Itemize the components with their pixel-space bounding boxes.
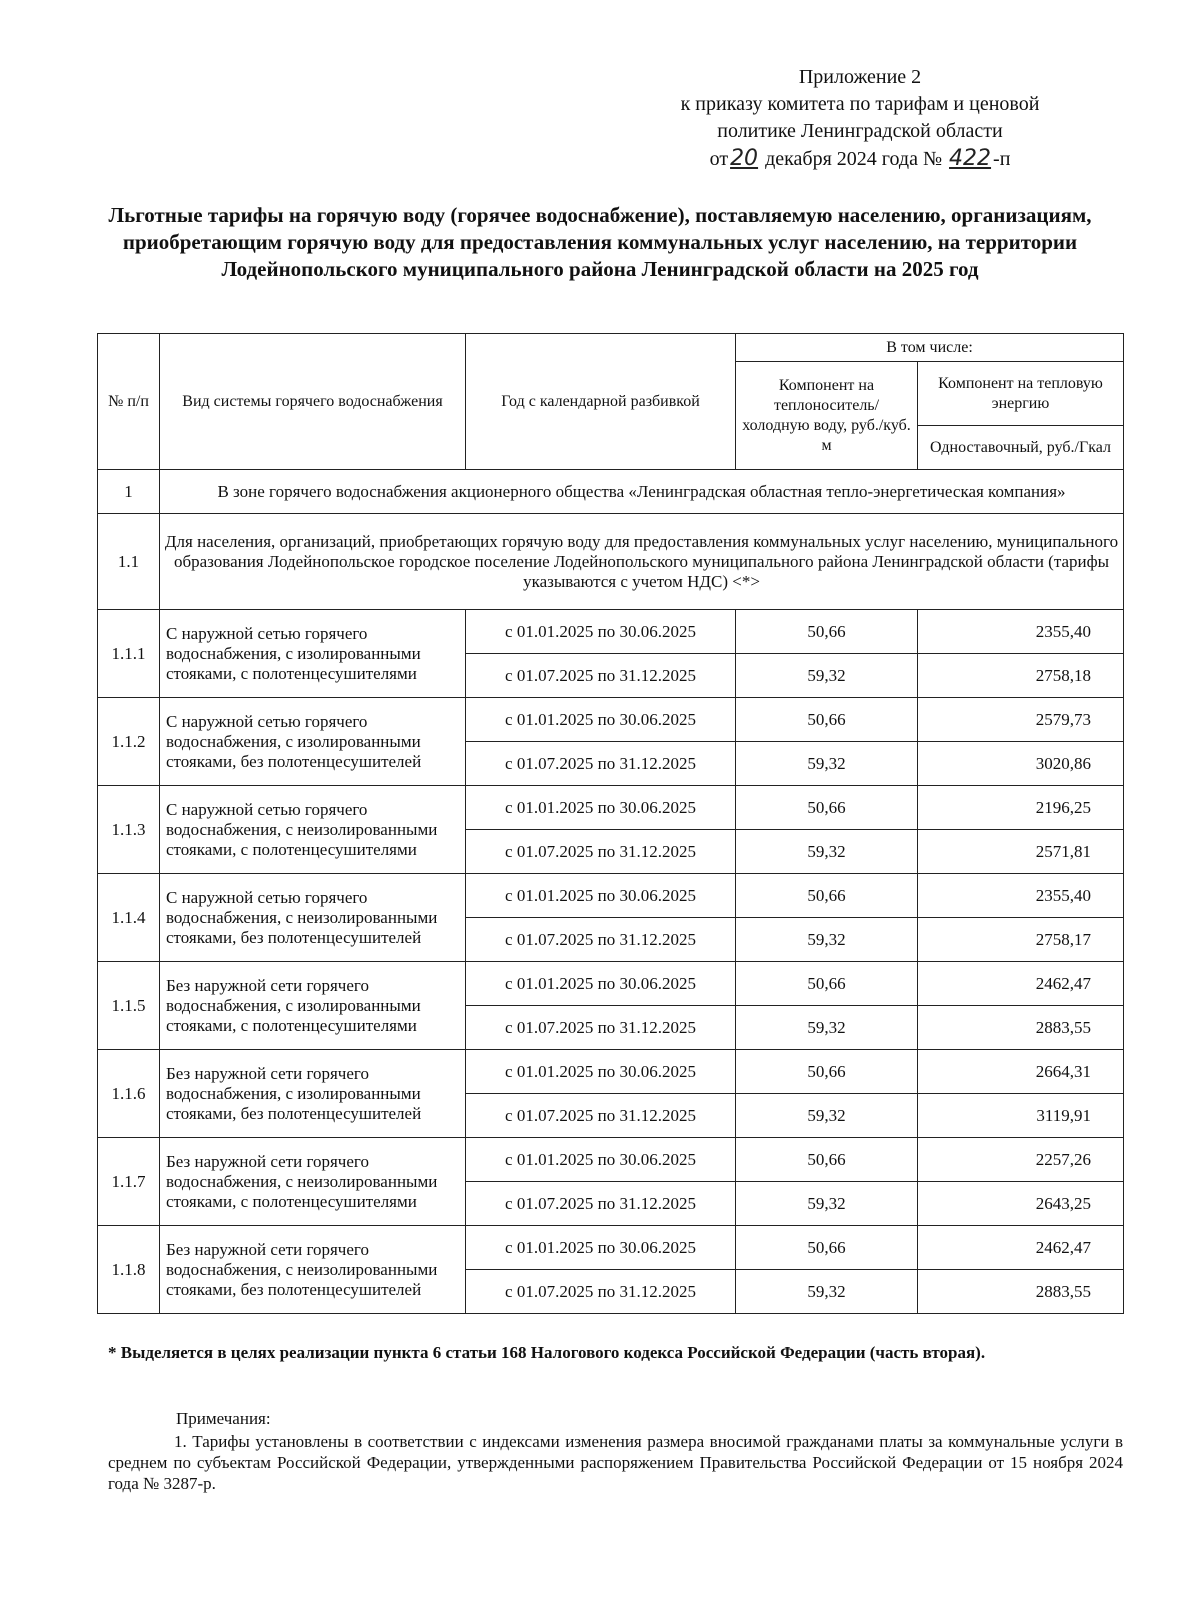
row-water-component: 50,66 xyxy=(736,962,918,1006)
row-water-component: 50,66 xyxy=(736,786,918,830)
table-row xyxy=(98,786,1124,830)
subgroup-description: Для населения, организаций, приобретающих горячую воду для предоставления коммунальных услуг населению, муниципального образования Лодейнопольское городское поселение Лодейнопольского муниципального района Ленинградской области (тарифы указываются с учетом НДС) <*> xyxy=(160,514,1124,610)
table-row xyxy=(98,698,1124,742)
row-heat-component: 2196,25 xyxy=(918,786,1124,830)
row-period: с 01.07.2025 по 31.12.2025 xyxy=(466,1094,736,1138)
order-suffix: -п xyxy=(993,148,1011,170)
row-water-component: 50,66 xyxy=(736,1050,918,1094)
table-row xyxy=(98,610,1124,654)
date-prefix: от xyxy=(709,148,729,170)
row-num: 1.1.2 xyxy=(98,698,160,786)
row-period: с 01.07.2025 по 31.12.2025 xyxy=(466,1182,736,1226)
row-num: 1.1.7 xyxy=(98,1138,160,1226)
table-row xyxy=(98,1138,1124,1182)
zone-num: 1 xyxy=(98,470,160,514)
note-1: 1. Тарифы установлены в соответствии с индексами изменения размера вносимой гражданами платы за коммунальные услуги в среднем по субъектам Российской Федерации, утвержденными распоряжением Правительства Российской Федерации от 15 ноября 2024 года № 3287-р. xyxy=(108,1432,1123,1493)
row-system-description: Без наружной сети горячего водоснабжения, с неизолированными стояками, без полотенцесушителей xyxy=(160,1226,466,1314)
row-heat-component: 3119,91 xyxy=(918,1094,1124,1138)
row-heat-component: 2579,73 xyxy=(918,698,1124,742)
row-period: с 01.07.2025 по 31.12.2025 xyxy=(466,654,736,698)
row-heat-component: 2355,40 xyxy=(918,874,1124,918)
appendix-label: Приложение 2 xyxy=(798,66,922,88)
order-date-line xyxy=(600,145,1120,173)
document-title: Льготные тарифы на горячую воду (горячее водоснабжение), поставляемую населению, организациям, приобретающим горячую воду для предоставления коммунальных услуг населению, на территории Лодейнопольского муниципального района Ленинградской области на 2025 год xyxy=(108,203,1092,281)
handwritten-day: 20 xyxy=(730,146,759,171)
row-water-component: 59,32 xyxy=(736,1006,918,1050)
row-water-component: 50,66 xyxy=(736,1138,918,1182)
row-water-component: 50,66 xyxy=(736,610,918,654)
row-period: с 01.07.2025 по 31.12.2025 xyxy=(466,918,736,962)
zone-description: В зоне горячего водоснабжения акционерного общества «Ленинградская областная тепло-энергетическая компания» xyxy=(160,470,1124,514)
header-system-type: Вид системы горячего водоснабжения xyxy=(160,334,466,470)
row-heat-component: 2758,18 xyxy=(918,654,1124,698)
row-num: 1.1.1 xyxy=(98,610,160,698)
notes-title: Примечания: xyxy=(176,1409,271,1428)
row-period: с 01.01.2025 по 30.06.2025 xyxy=(466,1138,736,1182)
row-heat-component: 2571,81 xyxy=(918,830,1124,874)
row-period: с 01.01.2025 по 30.06.2025 xyxy=(466,1050,736,1094)
row-period: с 01.01.2025 по 30.06.2025 xyxy=(466,786,736,830)
row-num: 1.1.8 xyxy=(98,1226,160,1314)
row-heat-component: 2883,55 xyxy=(918,1006,1124,1050)
row-num: 1.1.6 xyxy=(98,1050,160,1138)
row-system-description: С наружной сетью горячего водоснабжения, с неизолированными стояками, без полотенцесушителей xyxy=(160,874,466,962)
row-water-component: 50,66 xyxy=(736,1226,918,1270)
row-heat-component: 2257,26 xyxy=(918,1138,1124,1182)
header-component-heat: Компонент на тепловую энергию xyxy=(918,362,1124,426)
appendix-header xyxy=(600,64,1120,173)
row-heat-component: 2883,55 xyxy=(918,1270,1124,1314)
row-num: 1.1.5 xyxy=(98,962,160,1050)
header-num: № п/п xyxy=(98,334,160,470)
subgroup-row xyxy=(98,514,1124,610)
row-system-description: С наружной сетью горячего водоснабжения, с изолированными стояками, с полотенцесушителями xyxy=(160,610,466,698)
footnote: * Выделяется в целях реализации пункта 6 статьи 168 Налогового кодекса Российской Федерации (часть вторая). xyxy=(108,1343,986,1362)
order-reference-line: к приказу комитета по тарифам и ценовой xyxy=(680,93,1040,115)
row-heat-component: 2758,17 xyxy=(918,918,1124,962)
row-period: с 01.07.2025 по 31.12.2025 xyxy=(466,742,736,786)
row-period: с 01.07.2025 по 31.12.2025 xyxy=(466,1006,736,1050)
row-heat-component: 2462,47 xyxy=(918,962,1124,1006)
row-system-description: Без наружной сети горячего водоснабжения, с изолированными стояками, без полотенцесушителей xyxy=(160,1050,466,1138)
order-reference-line-2: политике Ленинградской области xyxy=(717,120,1003,142)
row-period: с 01.07.2025 по 31.12.2025 xyxy=(466,830,736,874)
row-period: с 01.01.2025 по 30.06.2025 xyxy=(466,962,736,1006)
header-row xyxy=(98,334,1124,362)
header-component-water: Компонент на теплоноситель/ холодную воду, руб./куб. м xyxy=(736,362,918,470)
row-water-component: 59,32 xyxy=(736,1182,918,1226)
row-period: с 01.01.2025 по 30.06.2025 xyxy=(466,1226,736,1270)
table-row xyxy=(98,1050,1124,1094)
row-num: 1.1.4 xyxy=(98,874,160,962)
row-period: с 01.01.2025 по 30.06.2025 xyxy=(466,698,736,742)
header-single-rate: Одноставочный, руб./Гкал xyxy=(918,426,1124,470)
row-heat-component: 2462,47 xyxy=(918,1226,1124,1270)
row-period: с 01.01.2025 по 30.06.2025 xyxy=(466,874,736,918)
row-heat-component: 2355,40 xyxy=(918,610,1124,654)
row-system-description: С наружной сетью горячего водоснабжения, с изолированными стояками, без полотенцесушителей xyxy=(160,698,466,786)
row-water-component: 59,32 xyxy=(736,830,918,874)
row-heat-component: 3020,86 xyxy=(918,742,1124,786)
table-row xyxy=(98,962,1124,1006)
header-year: Год с календарной разбивкой xyxy=(466,334,736,470)
row-water-component: 59,32 xyxy=(736,918,918,962)
handwritten-order-number: 422 xyxy=(949,146,992,171)
row-num: 1.1.3 xyxy=(98,786,160,874)
row-system-description: Без наружной сети горячего водоснабжения, с неизолированными стояками, с полотенцесушителями xyxy=(160,1138,466,1226)
row-water-component: 59,32 xyxy=(736,654,918,698)
zone-row xyxy=(98,470,1124,514)
row-system-description: Без наружной сети горячего водоснабжения, с изолированными стояками, с полотенцесушителями xyxy=(160,962,466,1050)
header-including: В том числе: xyxy=(736,334,1124,362)
tariff-table xyxy=(97,333,1124,1314)
row-water-component: 50,66 xyxy=(736,874,918,918)
row-water-component: 59,32 xyxy=(736,1094,918,1138)
subgroup-num: 1.1 xyxy=(98,514,160,610)
row-water-component: 59,32 xyxy=(736,1270,918,1314)
row-period: с 01.07.2025 по 31.12.2025 xyxy=(466,1270,736,1314)
table-row xyxy=(98,1226,1124,1270)
row-heat-component: 2664,31 xyxy=(918,1050,1124,1094)
table-row xyxy=(98,874,1124,918)
row-water-component: 50,66 xyxy=(736,698,918,742)
row-water-component: 59,32 xyxy=(736,742,918,786)
row-period: с 01.01.2025 по 30.06.2025 xyxy=(466,610,736,654)
row-heat-component: 2643,25 xyxy=(918,1182,1124,1226)
row-system-description: С наружной сетью горячего водоснабжения, с неизолированными стояками, с полотенцесушителями xyxy=(160,786,466,874)
date-middle: декабря 2024 года № xyxy=(765,148,943,170)
